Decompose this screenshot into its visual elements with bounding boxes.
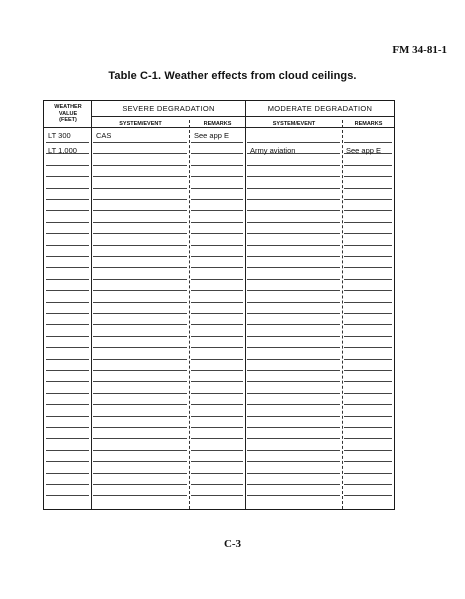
row-rule-segment — [93, 484, 187, 485]
row-rule-segment — [191, 290, 243, 291]
row-rule-segment — [93, 176, 187, 177]
row-rule-segment — [247, 347, 340, 348]
row-rule-segment — [247, 267, 340, 268]
row-rule-segment — [191, 347, 243, 348]
row-rule-segment — [191, 245, 243, 246]
cell-moderate-system: Army aviation — [250, 146, 296, 155]
group-header-severe: SEVERE DEGRADATION — [122, 104, 215, 113]
row-rule-segment — [247, 199, 340, 200]
row-rule-segment — [344, 438, 392, 439]
row-rule-segment — [93, 188, 187, 189]
row-rule-segment — [93, 245, 187, 246]
row-rule-segment — [247, 313, 340, 314]
header-divider — [91, 116, 395, 117]
row-rule-segment — [191, 359, 243, 360]
row-rule-segment — [344, 302, 392, 303]
row-rule-segment — [93, 461, 187, 462]
row-rule-segment — [191, 461, 243, 462]
row-rule-segment — [191, 267, 243, 268]
row-rule-segment — [344, 313, 392, 314]
row-rule-segment — [93, 279, 187, 280]
row-rule-segment — [93, 142, 187, 143]
row-rule-segment — [191, 210, 243, 211]
row-rule-segment — [46, 256, 89, 257]
row-rule-segment — [46, 484, 89, 485]
row-rule-segment — [191, 370, 243, 371]
row-rule-segment — [344, 176, 392, 177]
row-rule-segment — [247, 359, 340, 360]
row-rule-segment — [344, 393, 392, 394]
row-rule-segment — [93, 438, 187, 439]
row-rule-segment — [191, 313, 243, 314]
row-rule-segment — [344, 199, 392, 200]
row-rule-segment — [344, 450, 392, 451]
column-divider — [342, 120, 343, 509]
row-rule-segment — [344, 473, 392, 474]
row-rule-segment — [191, 438, 243, 439]
row-rule-segment — [93, 222, 187, 223]
row-rule-segment — [247, 495, 340, 496]
row-rule-segment — [247, 473, 340, 474]
row-rule-segment — [191, 495, 243, 496]
row-rule-segment — [93, 290, 187, 291]
sub-header-moderate-system: SYSTEM/EVENT — [272, 121, 316, 127]
row-rule-segment — [344, 256, 392, 257]
row-rule-segment — [344, 427, 392, 428]
row-rule-segment — [191, 427, 243, 428]
row-rule-segment — [247, 188, 340, 189]
row-rule-segment — [93, 165, 187, 166]
row-rule-segment — [344, 245, 392, 246]
row-rule-segment — [344, 484, 392, 485]
row-rule-segment — [46, 222, 89, 223]
row-rule-segment — [191, 404, 243, 405]
sub-header-severe-system: SYSTEM/EVENT — [119, 121, 162, 127]
row-rule-segment — [46, 245, 89, 246]
row-rule-segment — [191, 450, 243, 451]
row-rule-segment — [93, 347, 187, 348]
row-rule-segment — [344, 404, 392, 405]
row-rule-segment — [46, 302, 89, 303]
row-rule-segment — [46, 347, 89, 348]
row-rule-segment — [46, 450, 89, 451]
row-rule-segment — [247, 142, 340, 143]
row-rule-segment — [247, 302, 340, 303]
row-rule-segment — [344, 370, 392, 371]
row-rule-segment — [46, 473, 89, 474]
cell-value: LT 300 — [48, 131, 71, 140]
row-rule-segment — [46, 142, 89, 143]
row-rule-segment — [247, 484, 340, 485]
row-rule-segment — [46, 416, 89, 417]
row-rule-segment — [46, 279, 89, 280]
row-rule-segment — [93, 495, 187, 496]
row-rule-segment — [247, 404, 340, 405]
row-rule-segment — [191, 302, 243, 303]
row-rule-segment — [344, 210, 392, 211]
row-rule-segment — [191, 324, 243, 325]
sub-header-severe-remarks: REMARKS — [203, 121, 232, 127]
row-rule-segment — [46, 324, 89, 325]
row-rule-segment — [344, 336, 392, 337]
row-rule-segment — [46, 370, 89, 371]
row-rule-segment — [344, 188, 392, 189]
table-row — [44, 146, 394, 155]
row-rule-segment — [344, 279, 392, 280]
row-rule-segment — [247, 336, 340, 337]
row-rule-segment — [46, 188, 89, 189]
row-rule-segment — [46, 438, 89, 439]
column-divider — [91, 101, 92, 509]
row-rule-segment — [247, 256, 340, 257]
row-rule-segment — [93, 336, 187, 337]
row-rule-segment — [247, 370, 340, 371]
page-number: C-3 — [223, 538, 242, 550]
row-rule-segment — [93, 370, 187, 371]
row-rule-segment — [46, 381, 89, 382]
sub-header-moderate-remarks: REMARKS — [354, 121, 383, 127]
row-rule-segment — [247, 233, 340, 234]
row-rule-segment — [93, 450, 187, 451]
document-id: FM 34-81-1 — [392, 44, 447, 56]
row-rule-segment — [344, 324, 392, 325]
row-rule-segment — [93, 313, 187, 314]
row-rule-segment — [46, 199, 89, 200]
row-rule-segment — [191, 256, 243, 257]
col-header-value: VALUE — [58, 111, 78, 117]
row-rule-segment — [93, 416, 187, 417]
row-rule-segment — [344, 142, 392, 143]
row-rule-segment — [344, 495, 392, 496]
row-rule-segment — [46, 427, 89, 428]
row-rule-segment — [247, 245, 340, 246]
row-rule-segment — [191, 142, 243, 143]
row-rule-segment — [46, 359, 89, 360]
row-rule-segment — [247, 393, 340, 394]
row-rule-segment — [247, 438, 340, 439]
column-divider — [189, 120, 190, 509]
row-rule-segment — [191, 336, 243, 337]
row-rule-segment — [344, 165, 392, 166]
row-rule-segment — [344, 290, 392, 291]
row-rule-segment — [46, 313, 89, 314]
row-rule-segment — [46, 233, 89, 234]
row-rule-segment — [46, 176, 89, 177]
row-rule-segment — [247, 290, 340, 291]
row-rule-segment — [191, 393, 243, 394]
row-rule-segment — [344, 233, 392, 234]
row-rule-segment — [46, 404, 89, 405]
row-rule-segment — [344, 267, 392, 268]
row-rule-segment — [191, 484, 243, 485]
row-rule-segment — [247, 176, 340, 177]
row-rule-segment — [93, 359, 187, 360]
row-rule-segment — [93, 267, 187, 268]
row-rule-segment — [191, 199, 243, 200]
row-rule-segment — [46, 495, 89, 496]
row-rule-segment — [93, 427, 187, 428]
row-rule-segment — [344, 347, 392, 348]
column-divider — [245, 101, 246, 509]
row-rule-segment — [46, 165, 89, 166]
row-rule-segment — [247, 324, 340, 325]
row-rule-segment — [247, 165, 340, 166]
row-rule-segment — [344, 381, 392, 382]
col-header-weather: WEATHER — [54, 104, 82, 110]
row-rule-segment — [93, 324, 187, 325]
row-rule-segment — [247, 461, 340, 462]
table-title: Table C-1. Weather effects from cloud ceilings. — [108, 70, 357, 82]
cell-severe-system: CAS — [96, 131, 112, 140]
row-rule-segment — [191, 381, 243, 382]
row-rule-segment — [93, 302, 187, 303]
row-rule-segment — [344, 359, 392, 360]
row-rule-segment — [247, 222, 340, 223]
cell-value: LT 1,000 — [48, 146, 77, 155]
weather-table — [43, 100, 395, 510]
row-rule-segment — [344, 461, 392, 462]
row-rule-segment — [191, 188, 243, 189]
row-rule-segment — [46, 267, 89, 268]
row-rule-segment — [93, 381, 187, 382]
row-rule-segment — [247, 279, 340, 280]
row-rule-segment — [93, 404, 187, 405]
row-rule-segment — [247, 381, 340, 382]
row-rule-segment — [46, 290, 89, 291]
row-rule-segment — [191, 279, 243, 280]
row-rule-segment — [93, 393, 187, 394]
group-header-moderate: MODERATE DEGRADATION — [267, 104, 373, 113]
table-row — [44, 131, 394, 140]
row-rule-segment — [191, 233, 243, 234]
row-rule-segment — [46, 461, 89, 462]
row-rule-segment — [46, 393, 89, 394]
row-rule-segment — [46, 336, 89, 337]
row-rule-segment — [191, 222, 243, 223]
row-rule-segment — [191, 176, 243, 177]
row-rule-segment — [93, 256, 187, 257]
header-bottom-rule — [44, 127, 394, 128]
row-rule-segment — [93, 473, 187, 474]
row-rule-segment — [191, 416, 243, 417]
row-rule-segment — [93, 199, 187, 200]
row-rule-segment — [247, 427, 340, 428]
row-rule-segment — [191, 165, 243, 166]
cell-severe-remarks: See app E — [194, 131, 230, 140]
row-rule-segment — [247, 450, 340, 451]
cell-moderate-remarks: See app E — [346, 146, 382, 155]
row-rule-segment — [247, 416, 340, 417]
row-rule-segment — [191, 473, 243, 474]
row-rule-segment — [93, 210, 187, 211]
row-rule-segment — [344, 222, 392, 223]
row-rule-segment — [46, 210, 89, 211]
row-rule-segment — [344, 416, 392, 417]
row-rule-segment — [247, 210, 340, 211]
col-header-feet: (FEET) — [59, 117, 77, 123]
row-rule-segment — [93, 233, 187, 234]
